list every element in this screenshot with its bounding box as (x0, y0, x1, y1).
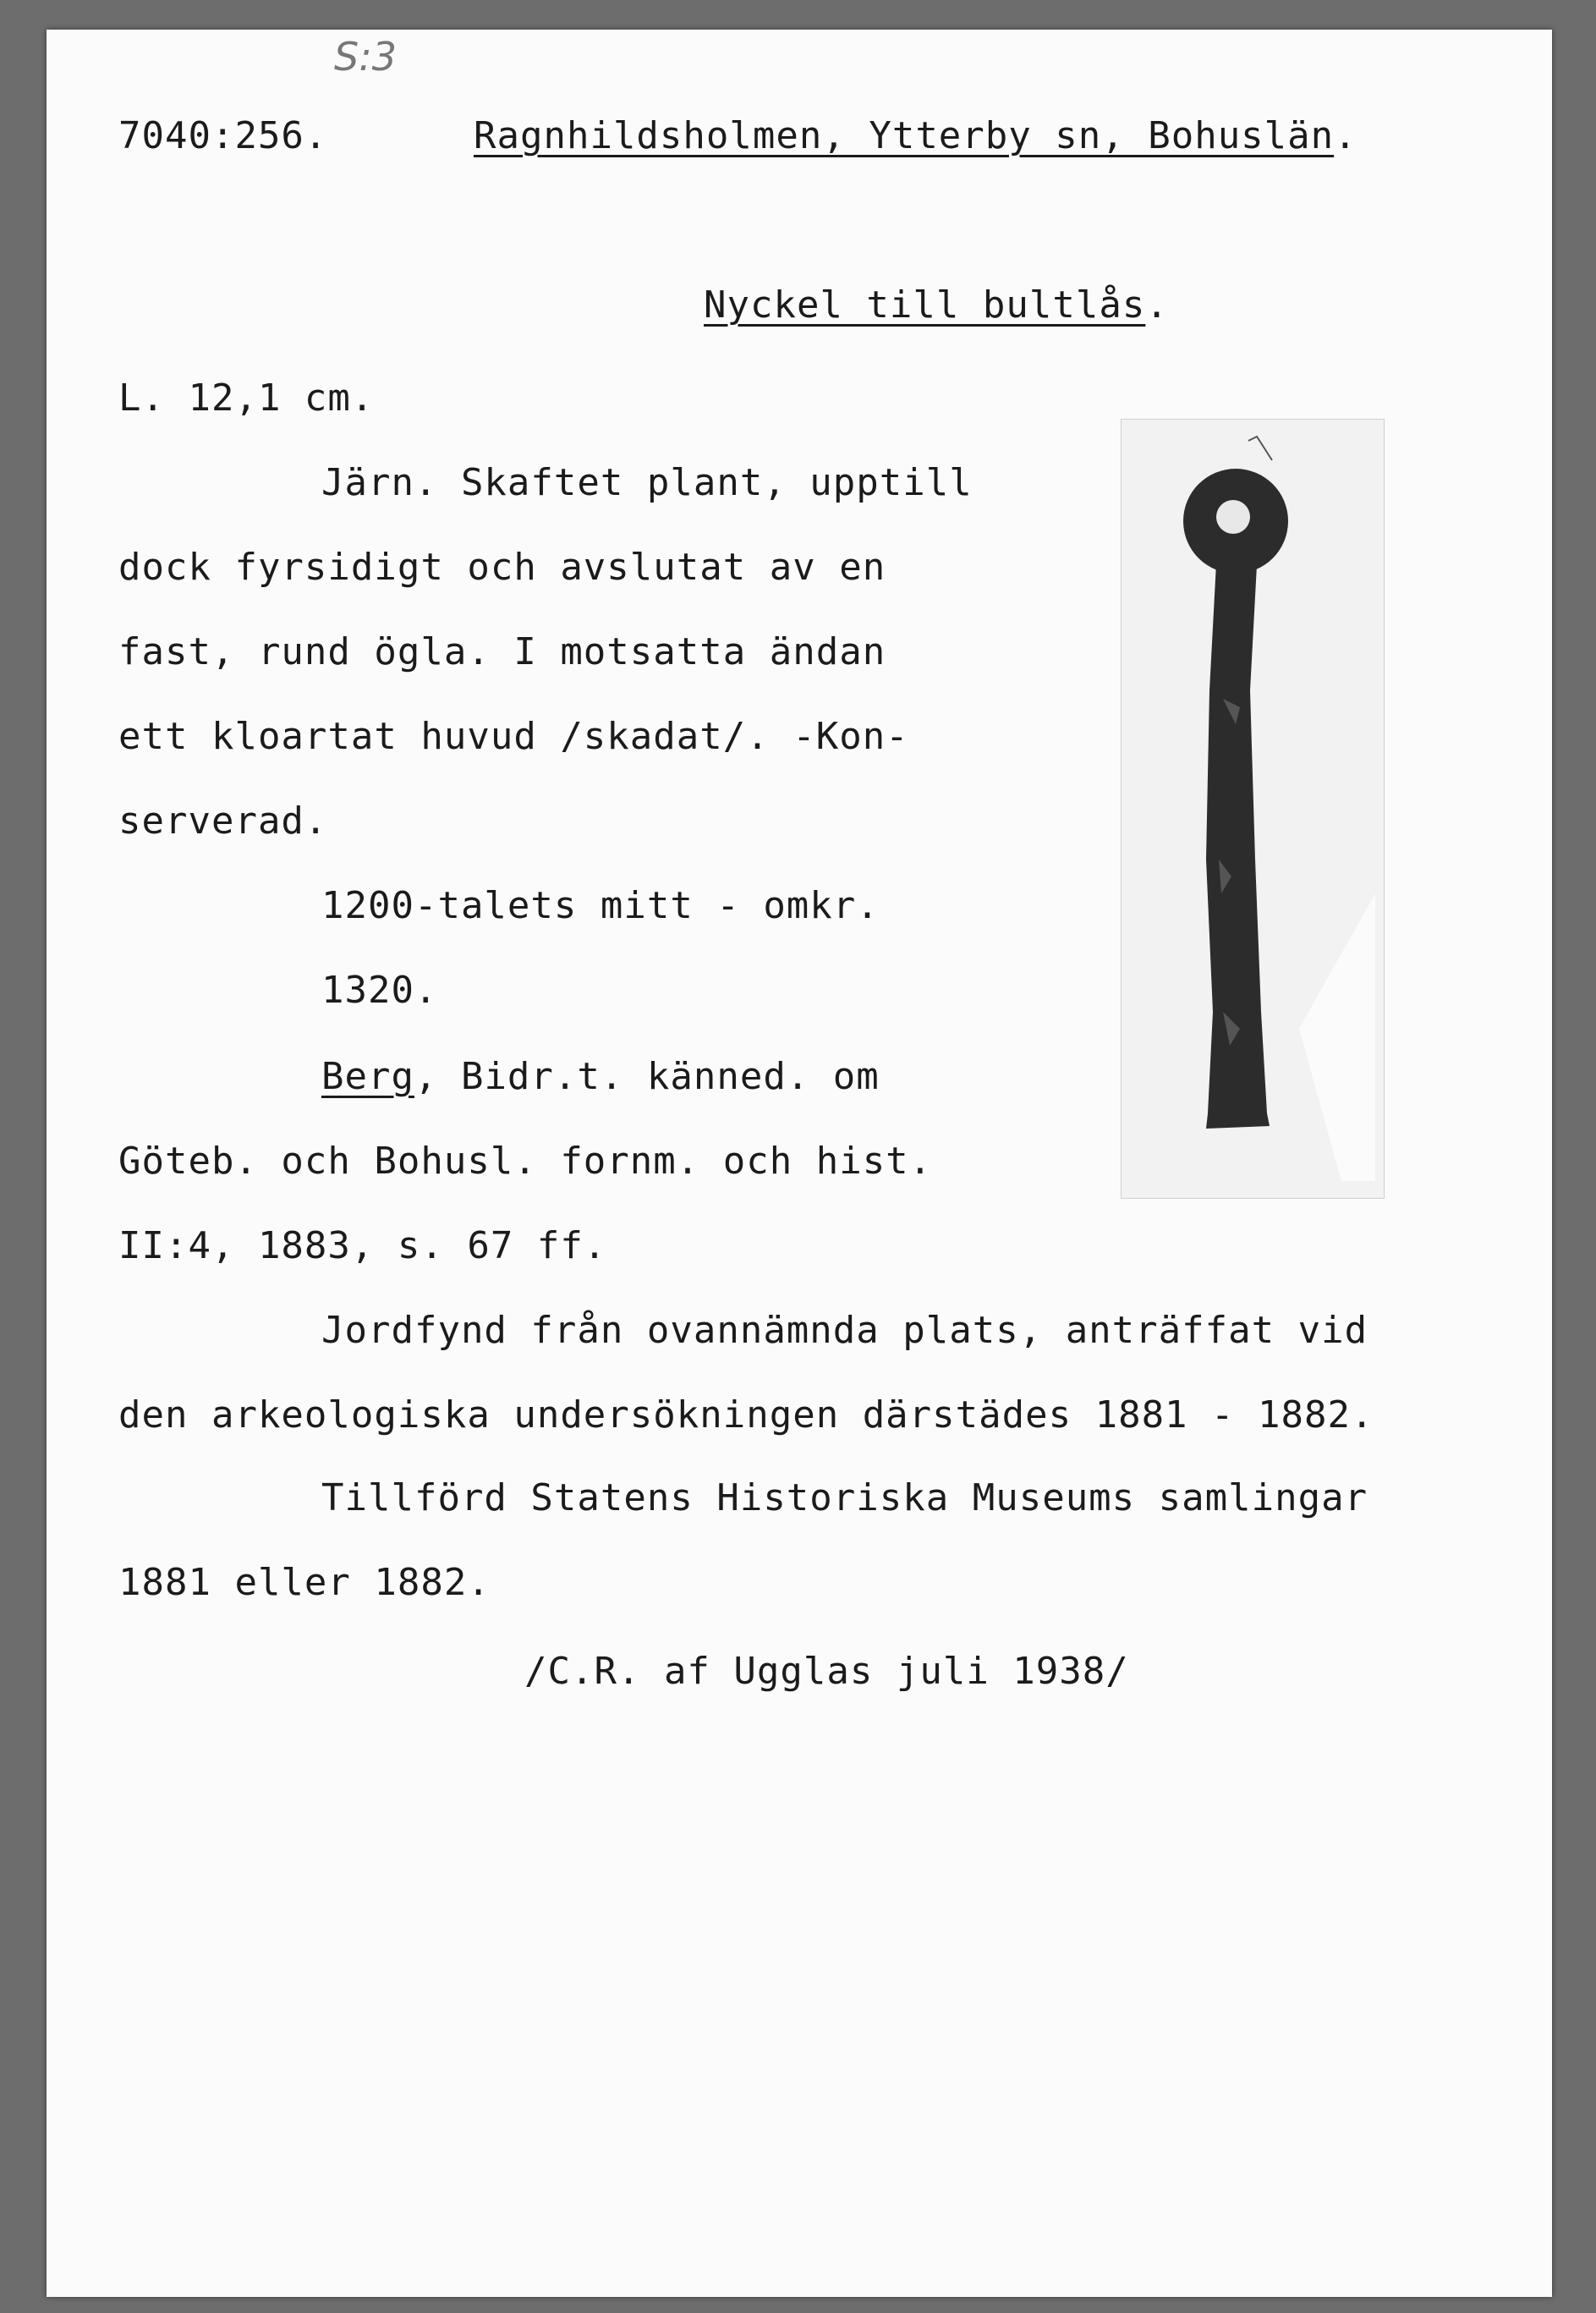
length: L. 12,1 cm. (118, 376, 375, 420)
reference-line: II:4, 1883, s. 67 ff. (118, 1224, 607, 1267)
reference-line: Göteb. och Bohusl. fornm. och hist. (118, 1140, 933, 1183)
dating-line: 1200-talets mitt - omkr. (321, 884, 880, 927)
iron-key-photo-icon (1122, 420, 1384, 1198)
description-line: serverad. (118, 799, 328, 843)
description-line: ett kloartat huvud /skadat/. -Kon- (118, 715, 909, 758)
acquisition-line: 1881 eller 1882. (118, 1561, 491, 1604)
dating-line: 1320. (321, 969, 438, 1012)
find-place-name: Ragnhildsholmen, Ytterby sn, Bohuslän (474, 114, 1335, 157)
find-place: Ragnhildsholmen, Ytterby sn, Bohuslän. (474, 114, 1357, 157)
signature: /C.R. af Ugglas juli 1938/ (524, 1650, 1129, 1693)
find-line: den arkeologiska undersökningen därstädes 1881 - 1882. (118, 1393, 1374, 1437)
key-photo (1121, 419, 1385, 1199)
description-line: dock fyrsidigt och avslutat av en (118, 546, 886, 589)
description-line: Järn. Skaftet plant, upptill (321, 461, 973, 504)
object-title-text: Nyckel till bultlås (704, 283, 1146, 327)
find-line: Jordfynd från ovannämnda plats, anträffat vid (321, 1309, 1368, 1352)
acquisition-line: Tillförd Statens Historiska Museums samlingar (321, 1476, 1368, 1519)
pencil-note: S:3 (334, 34, 397, 80)
reference-line: Berg, Bidr.t. känned. om (321, 1055, 880, 1098)
description-line: fast, rund ögla. I motsatta ändan (118, 630, 886, 673)
reference-author: Berg (321, 1055, 414, 1098)
catalog-number: 7040:256. (118, 114, 328, 157)
object-title: Nyckel till bultlås. (704, 283, 1169, 327)
